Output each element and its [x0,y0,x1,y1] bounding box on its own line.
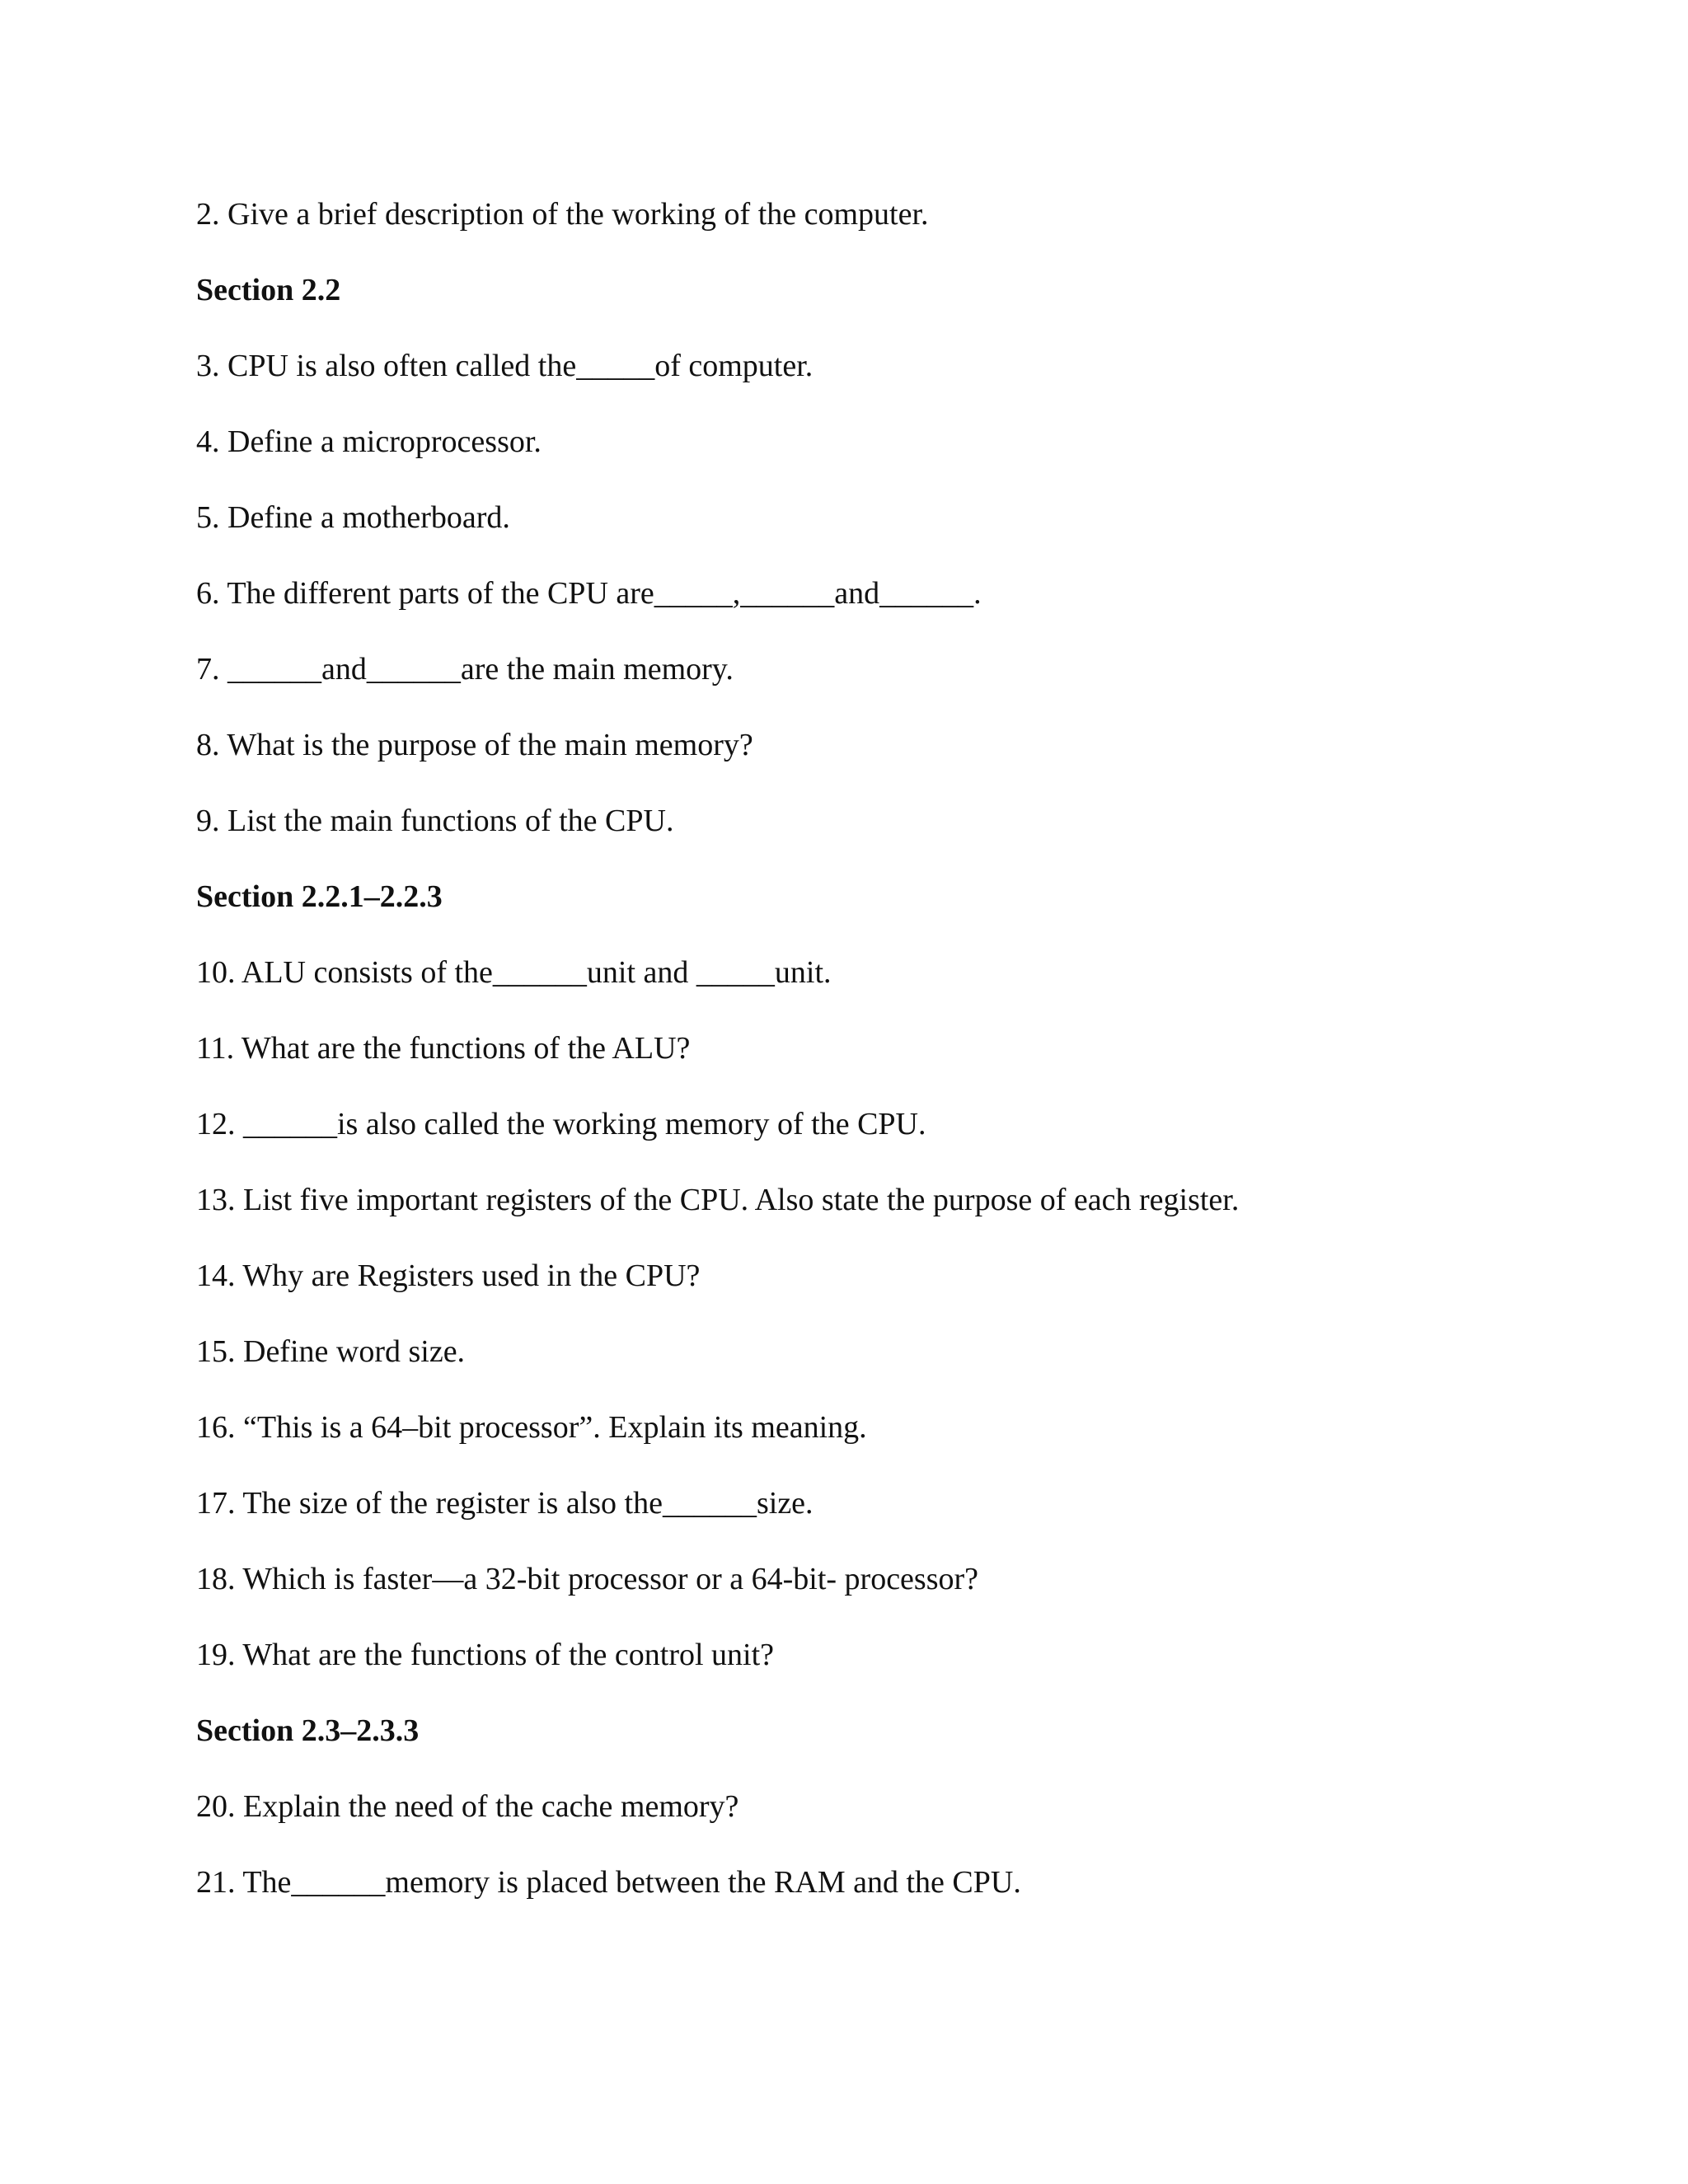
question-14: 14. Why are Registers used in the CPU? [196,1258,701,1293]
question-6: 6. The different parts of the CPU are_____,______and______. [196,576,982,611]
question-12: 12. ______is also called the working memory of the CPU. [196,1107,926,1141]
question-5: 5. Define a motherboard. [196,500,510,535]
question-19: 19. What are the functions of the control unit? [196,1638,775,1672]
question-10: 10. ALU consists of the______unit and _____unit. [196,955,832,990]
question-17: 17. The size of the register is also the______size. [196,1486,814,1521]
section-heading-2-2-1: Section 2.2.1–2.2.3 [196,879,443,914]
question-15: 15. Define word size. [196,1334,466,1369]
question-4: 4. Define a microprocessor. [196,424,542,459]
question-13: 13. List five important registers of the CPU. Also state the purpose of each register. [196,1183,1240,1217]
question-2: 2. Give a brief description of the working of the computer. [196,197,929,232]
question-9: 9. List the main functions of the CPU. [196,804,674,838]
section-heading-2-3: Section 2.3–2.3.3 [196,1713,420,1748]
question-18: 18. Which is faster—a 32-bit processor or a 64-bit- processor? [196,1562,979,1596]
question-20: 20. Explain the need of the cache memory? [196,1789,739,1824]
question-16: 16. “This is a 64–bit processor”. Explain its meaning. [196,1410,867,1445]
question-11: 11. What are the functions of the ALU? [196,1031,691,1066]
question-21: 21. The______memory is placed between the RAM and the CPU. [196,1865,1021,1900]
section-heading-2-2: Section 2.2 [196,273,341,307]
question-3: 3. CPU is also often called the_____of computer. [196,349,814,383]
question-8: 8. What is the purpose of the main memory? [196,728,753,762]
question-7: 7. ______and______are the main memory. [196,652,734,687]
